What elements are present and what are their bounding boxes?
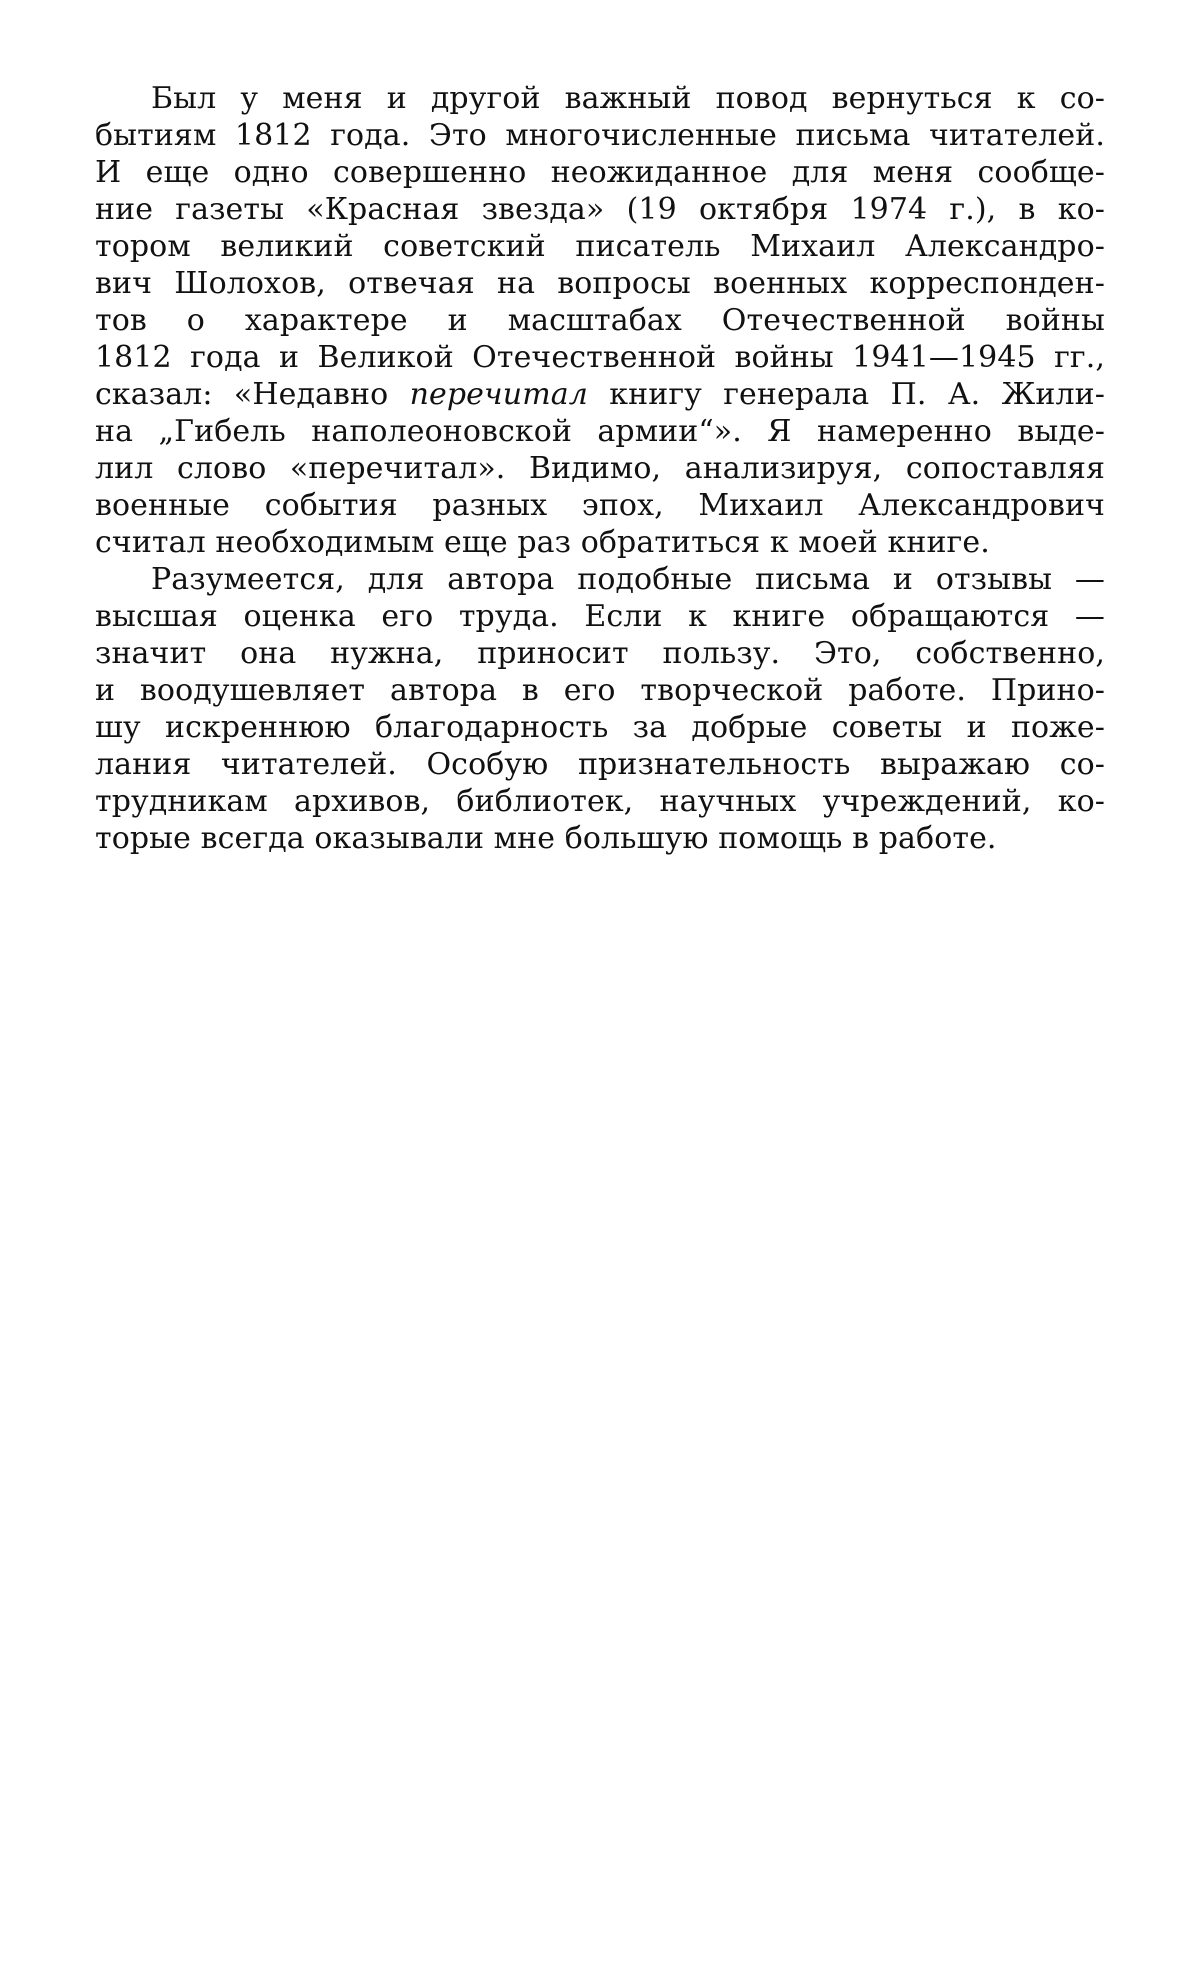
- text-line: вич Шолохов, отвечая на вопросы военных корреспонден-: [95, 266, 1105, 301]
- text-line: считал необходимым еще раз обратиться к моей книге.: [95, 525, 990, 560]
- paragraph-1: [95, 80, 1105, 561]
- text-line: лания читателей. Особую признательность выражаю со-: [95, 747, 1105, 782]
- paragraph-2: [95, 561, 1105, 857]
- text-line: бытиям 1812 года. Это многочисленные письма читателей.: [95, 118, 1105, 153]
- text-line: значит она нужна, приносит пользу. Это, собственно,: [95, 636, 1105, 671]
- text-line: тов о характере и масштабах Отечественной войны: [95, 303, 1105, 338]
- text-line: и воодушевляет автора в его творческой работе. Прино-: [95, 673, 1105, 708]
- text-line: на „Гибель наполеоновской армии“». Я намеренно выде-: [95, 414, 1105, 449]
- text-line: ние газеты «Красная звезда» (19 октября 1974 г.), в ко-: [95, 192, 1105, 227]
- text-line: трудникам архивов, библиотек, научных учреждений, ко-: [95, 784, 1105, 819]
- text-line: высшая оценка его труда. Если к книге обращаются —: [95, 599, 1105, 634]
- text-line: шу искреннюю благодарность за добрые советы и поже-: [95, 710, 1105, 745]
- body-text: [95, 80, 1105, 857]
- text-line: торые всегда оказывали мне большую помощь в работе.: [95, 821, 997, 856]
- text-line: военные события разных эпох, Михаил Александрович: [95, 488, 1105, 523]
- text-segment: книгу генерала П. А. Жили-: [587, 377, 1105, 412]
- text-line: тором великий советский писатель Михаил Александро-: [95, 229, 1105, 264]
- text-line: Был у меня и другой важный повод вернуться к со-: [151, 81, 1105, 116]
- italic-word: перечитал: [409, 377, 588, 412]
- text-line: лил слово «перечитал». Видимо, анализируя, сопоставляя: [95, 451, 1105, 486]
- text-line: Разумеется, для автора подобные письма и отзывы —: [151, 562, 1105, 597]
- text-line: И еще одно совершенно неожиданное для меня сообще-: [95, 155, 1105, 190]
- text-segment: сказал: «Недавно: [95, 377, 410, 412]
- text-line: 1812 года и Великой Отечественной войны 1941—1945 гг.,: [95, 340, 1105, 375]
- text-line-with-italic: [95, 376, 1105, 413]
